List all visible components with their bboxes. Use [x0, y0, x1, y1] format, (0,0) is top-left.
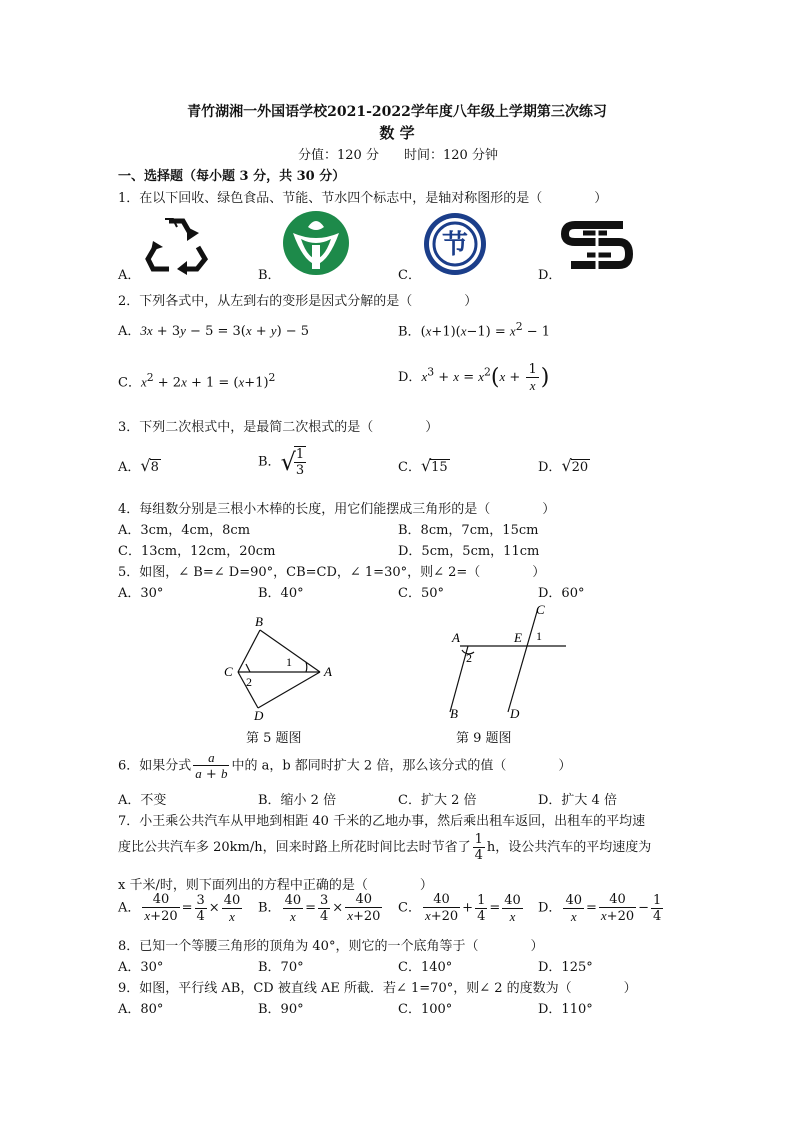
water-saving-logo-icon — [561, 217, 633, 273]
q5-stem: 5．如图，∠ B=∠ D=90°，CB=CD，∠ 1=30°，则∠ 2=（ ） — [118, 565, 546, 580]
q8-option-a: A．30° — [118, 960, 164, 975]
q7-line2: 度比公共汽车多 20km/h，回来时路上所花时间比去时节省了 $\frac{1}{4}$ h，设公共汽车的平均速度为 — [118, 832, 652, 863]
q1-option-b: B． — [258, 268, 281, 283]
subject-title: 数 学 — [379, 124, 415, 142]
q6-option-c: C．扩大 2 倍 — [398, 793, 477, 808]
figure-9-caption: 第 9 题图 — [456, 731, 512, 746]
q9-stem: 9．如图，平行线 AB，CD 被直线 AE 所截．若∠ 1=70°，则∠ 2 的度数为（ ） — [118, 981, 637, 996]
q3-option-b: B．√ $\frac{1}{3}$ — [258, 447, 305, 478]
q6-option-a: A．不变 — [118, 793, 167, 808]
q4-stem: 4．每组数分别是三根小木棒的长度，用它们能摆成三角形的是（ ） — [118, 502, 556, 517]
q1-option-a: A． — [118, 268, 141, 283]
energy-saving-logo-icon — [421, 211, 489, 277]
q7-option-c: C． $\frac{40}{x+20}$ + $\frac{1}{4}$ = $\frac{40}{x}$ — [398, 892, 521, 924]
figure-5-diagram — [220, 612, 340, 724]
q6-stem: 6．如果分式 $\frac{a}{a + b}$ 中的 a，b 都同时扩大 2 倍，那么该分式的值（ ） — [118, 750, 572, 782]
fig5-label-b: B — [255, 614, 263, 629]
exam-title: 青竹湖湘一外国语学校2021-2022学年度八年级上学期第三次练习 — [187, 104, 607, 120]
q4-option-c: C．13cm，12cm，20cm — [118, 544, 276, 559]
score-info: 分值：120 分 — [298, 148, 379, 163]
q9-option-a: A．80° — [118, 1002, 164, 1017]
q3-option-d: D．√20 — [538, 456, 589, 475]
figure-5-caption: 第 5 题图 — [246, 731, 302, 746]
fig5-label-c: C — [224, 664, 233, 679]
q1-option-d: D． — [538, 268, 562, 283]
q7-line1: 7．小王乘公共汽车从甲地到相距 40 千米的乙地办事，然后乘出租车返回，出租车的平均速 — [118, 814, 646, 829]
green-food-logo-icon — [281, 209, 351, 277]
q9-option-b: B．90° — [258, 1002, 304, 1017]
q7-option-d: D． $\frac{40}{x}$ = $\frac{40}{x+20}$ − $\frac{1}{4}$ — [538, 892, 662, 924]
q5-option-b: B．40° — [258, 586, 304, 601]
q3-option-a: A．√8 — [118, 456, 159, 475]
fig5-angle-2: 2 — [246, 675, 252, 689]
fig9-label-e: E — [514, 630, 522, 645]
q6-option-d: D．扩大 4 倍 — [538, 793, 617, 808]
q6-option-b: B．缩小 2 倍 — [258, 793, 337, 808]
q2-option-d: D．$x^3 + x = x^2(x$ + $\frac{1}{x}$ ) — [398, 362, 550, 393]
fig5-angle-1: 1 — [286, 655, 292, 669]
q8-option-d: D．125° — [538, 960, 593, 975]
fig9-label-d: D — [510, 706, 520, 721]
figure-9-diagram — [440, 600, 580, 722]
q5-option-d: D．60° — [538, 586, 585, 601]
q2-stem: 2．下列各式中，从左到右的变形是因式分解的是（ ） — [118, 294, 478, 309]
q7-line3: x 千米/时，则下面列出的方程中正确的是（ ） — [118, 878, 433, 893]
q9-option-c: C．100° — [398, 1002, 453, 1017]
section-heading: 一、选择题（每小题 3 分，共 30 分） — [118, 169, 346, 184]
q5-option-a: A．30° — [118, 586, 164, 601]
q1-stem: 1．在以下回收、绿色食品、节能、节水四个标志中，是轴对称图形的是（ ） — [118, 191, 608, 206]
q4-option-b: B．8cm，7cm，15cm — [398, 523, 539, 538]
fig9-label-b: B — [450, 706, 458, 721]
q7-option-b: B． $\frac{40}{x}$ = $\frac{3}{4}$ × $\frac{40}{x+20}$ — [258, 892, 381, 924]
q4-option-d: D．5cm，5cm，11cm — [398, 544, 540, 559]
fig5-label-a: A — [324, 664, 332, 679]
fig9-label-a: A — [452, 630, 460, 645]
q2-option-a: A．3x + 3y − 5 = 3(x + y) − 5 — [118, 323, 310, 339]
q3-stem: 3．下列二次根式中，是最简二次根式的是（ ） — [118, 420, 439, 435]
recycle-logo-icon — [143, 211, 211, 277]
energy-logo-text: 节 — [441, 230, 469, 259]
q7-option-a: A． $\frac{40}{x+20}$ = $\frac{3}{4}$ × $\frac{40}{x}$ — [118, 892, 241, 924]
fig5-label-d: D — [254, 708, 264, 723]
q8-option-c: C．140° — [398, 960, 453, 975]
q3-option-c: C．√15 — [398, 456, 448, 475]
q1-option-c: C． — [398, 268, 421, 283]
q2-option-b: B．$(x+1)(x-1) = x^2 - 1$ — [398, 320, 551, 340]
q9-option-d: D．110° — [538, 1002, 593, 1017]
q8-stem: 8．已知一个等腰三角形的顶角为 40°，则它的一个底角等于（ ） — [118, 939, 544, 954]
q2-option-c: C．$x^2 + 2x + 1 = (x+1)^2$ — [118, 371, 276, 391]
fig9-label-c: C — [536, 602, 545, 617]
time-info: 时间：120 分钟 — [404, 148, 498, 163]
fig9-angle-1: 1 — [536, 629, 542, 643]
q5-option-c: C．50° — [398, 586, 444, 601]
q4-option-a: A．3cm，4cm，8cm — [118, 523, 251, 538]
q8-option-b: B．70° — [258, 960, 304, 975]
fig9-angle-2: 2 — [466, 651, 472, 665]
